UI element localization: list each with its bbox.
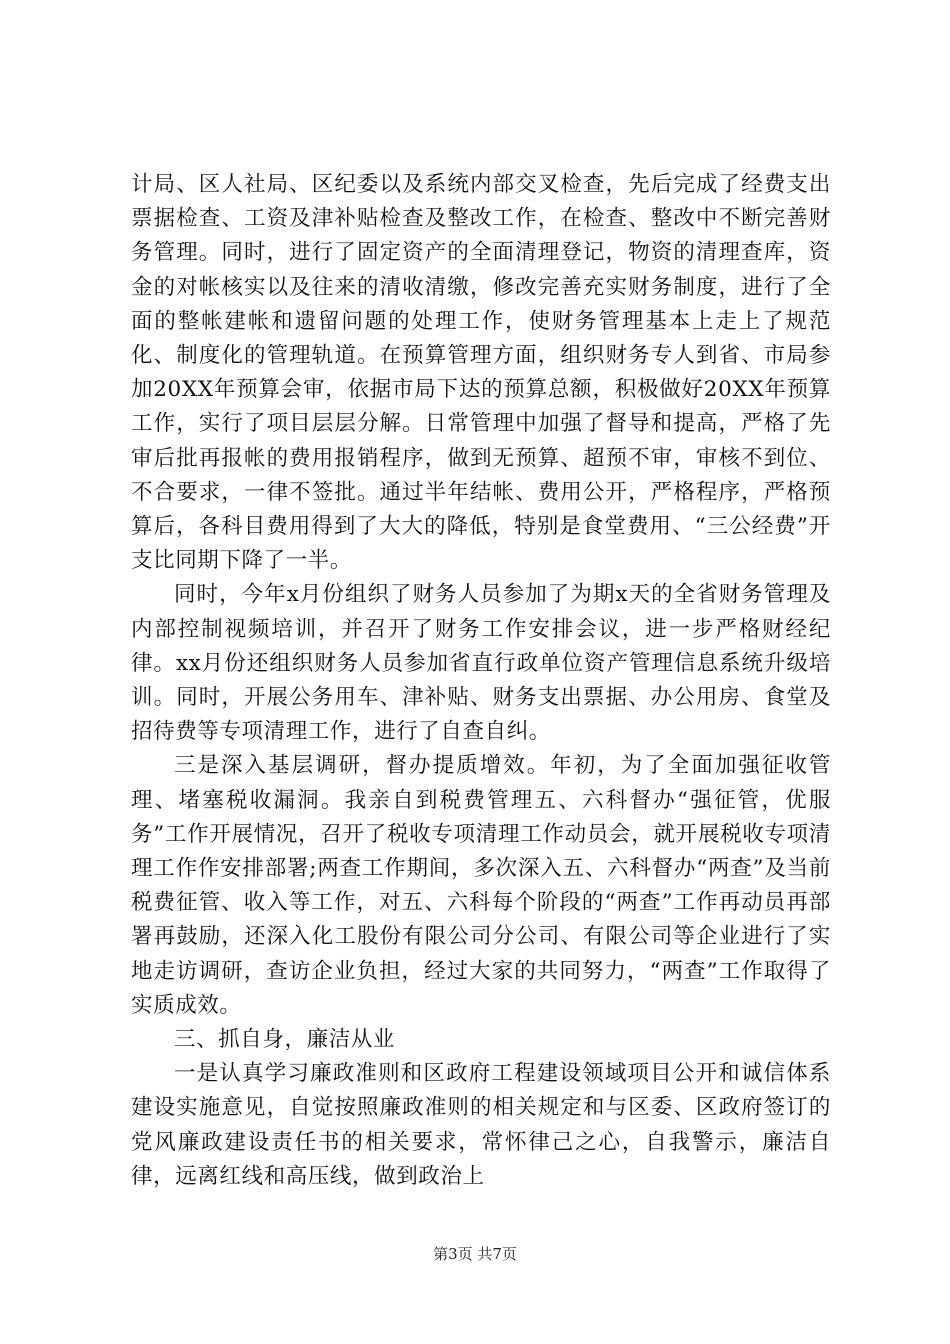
section-heading: 三、抓自身，廉洁从业 xyxy=(174,1027,396,1053)
paragraph-1: 计局、区人社局、区纪委以及系统内部交叉检查，先后完成了经费支出票据检查、工资及津补贴检查及整改工作，在检查、整改中不断完善财务管理。同时，进行了固定资产的全面清理登记，物资的清理查库，资金的对帐核实以及往来的清收清缴，修改完善充实财务制度，进行了全面的整帐建帐和遗留问题的处理工作，使财务管理基本上走上了规范化、制度化的管理轨道。在预算管理方面，组织财务专人到省、市局参加20XX年预算会审，依据市局下达的预算总额，积极做好20XX年预算工作，实行了项目层层分解。日常管理中加强了督导和提高，严格了先审后批再报帐的费用报销程序，做到无预算、超预不审，审核不到位、不合要求，一律不签批。通过半年结帐、费用公开，严格程序，严格预算后，各科目费用得到了大大的降低，特别是食堂费用、“三公经费”开支比同期下降了一半。 xyxy=(131,172,831,574)
page-number-footer: 第3页 共7页 xyxy=(433,1245,517,1263)
paragraph-5: 一是认真学习廉政准则和区政府工程建设领域项目公开和诚信体系建设实施意见，自觉按照廉政准则的相关规定和与区委、区政府签订的党风廉政建设责任书的相关要求，常怀律己之心，自我警示，廉洁自律，远离红线和高压线，做到政治上 xyxy=(131,1061,831,1189)
paragraph-3: 三是深入基层调研，督办提质增效。年初，为了全面加强征收管理、堵塞税收漏洞。我亲自到税费管理五、六科督办“强征管，优服务”工作开展情况，召开了税收专项清理工作动员会，就开展税收专项清理工作作安排部署;两查工作期间，多次深入五、六科督办“两查”及当前税费征管、收入等工作，对五、六科每个阶段的“两查”工作再动员再部署再鼓励，还深入化工股份有限公司分公司、有限公司等企业进行了实地走访调研，查访企业负担，经过大家的共同努力，“两查”工作取得了实质成效。 xyxy=(131,753,831,1018)
document-body xyxy=(131,168,831,1194)
paragraph-2: 同时，今年x月份组织了财务人员参加了为期x天的全省财务管理及内部控制视频培训，并召开了财务工作安排会议，进一步严格财经纪律。xx月份还组织财务人员参加省直行政单位资产管理信息系统升级培训。同时，开展公务用车、津补贴、财务支出票据、办公用房、食堂及招待费等专项清理工作，进行了自查自纠。 xyxy=(131,582,831,745)
